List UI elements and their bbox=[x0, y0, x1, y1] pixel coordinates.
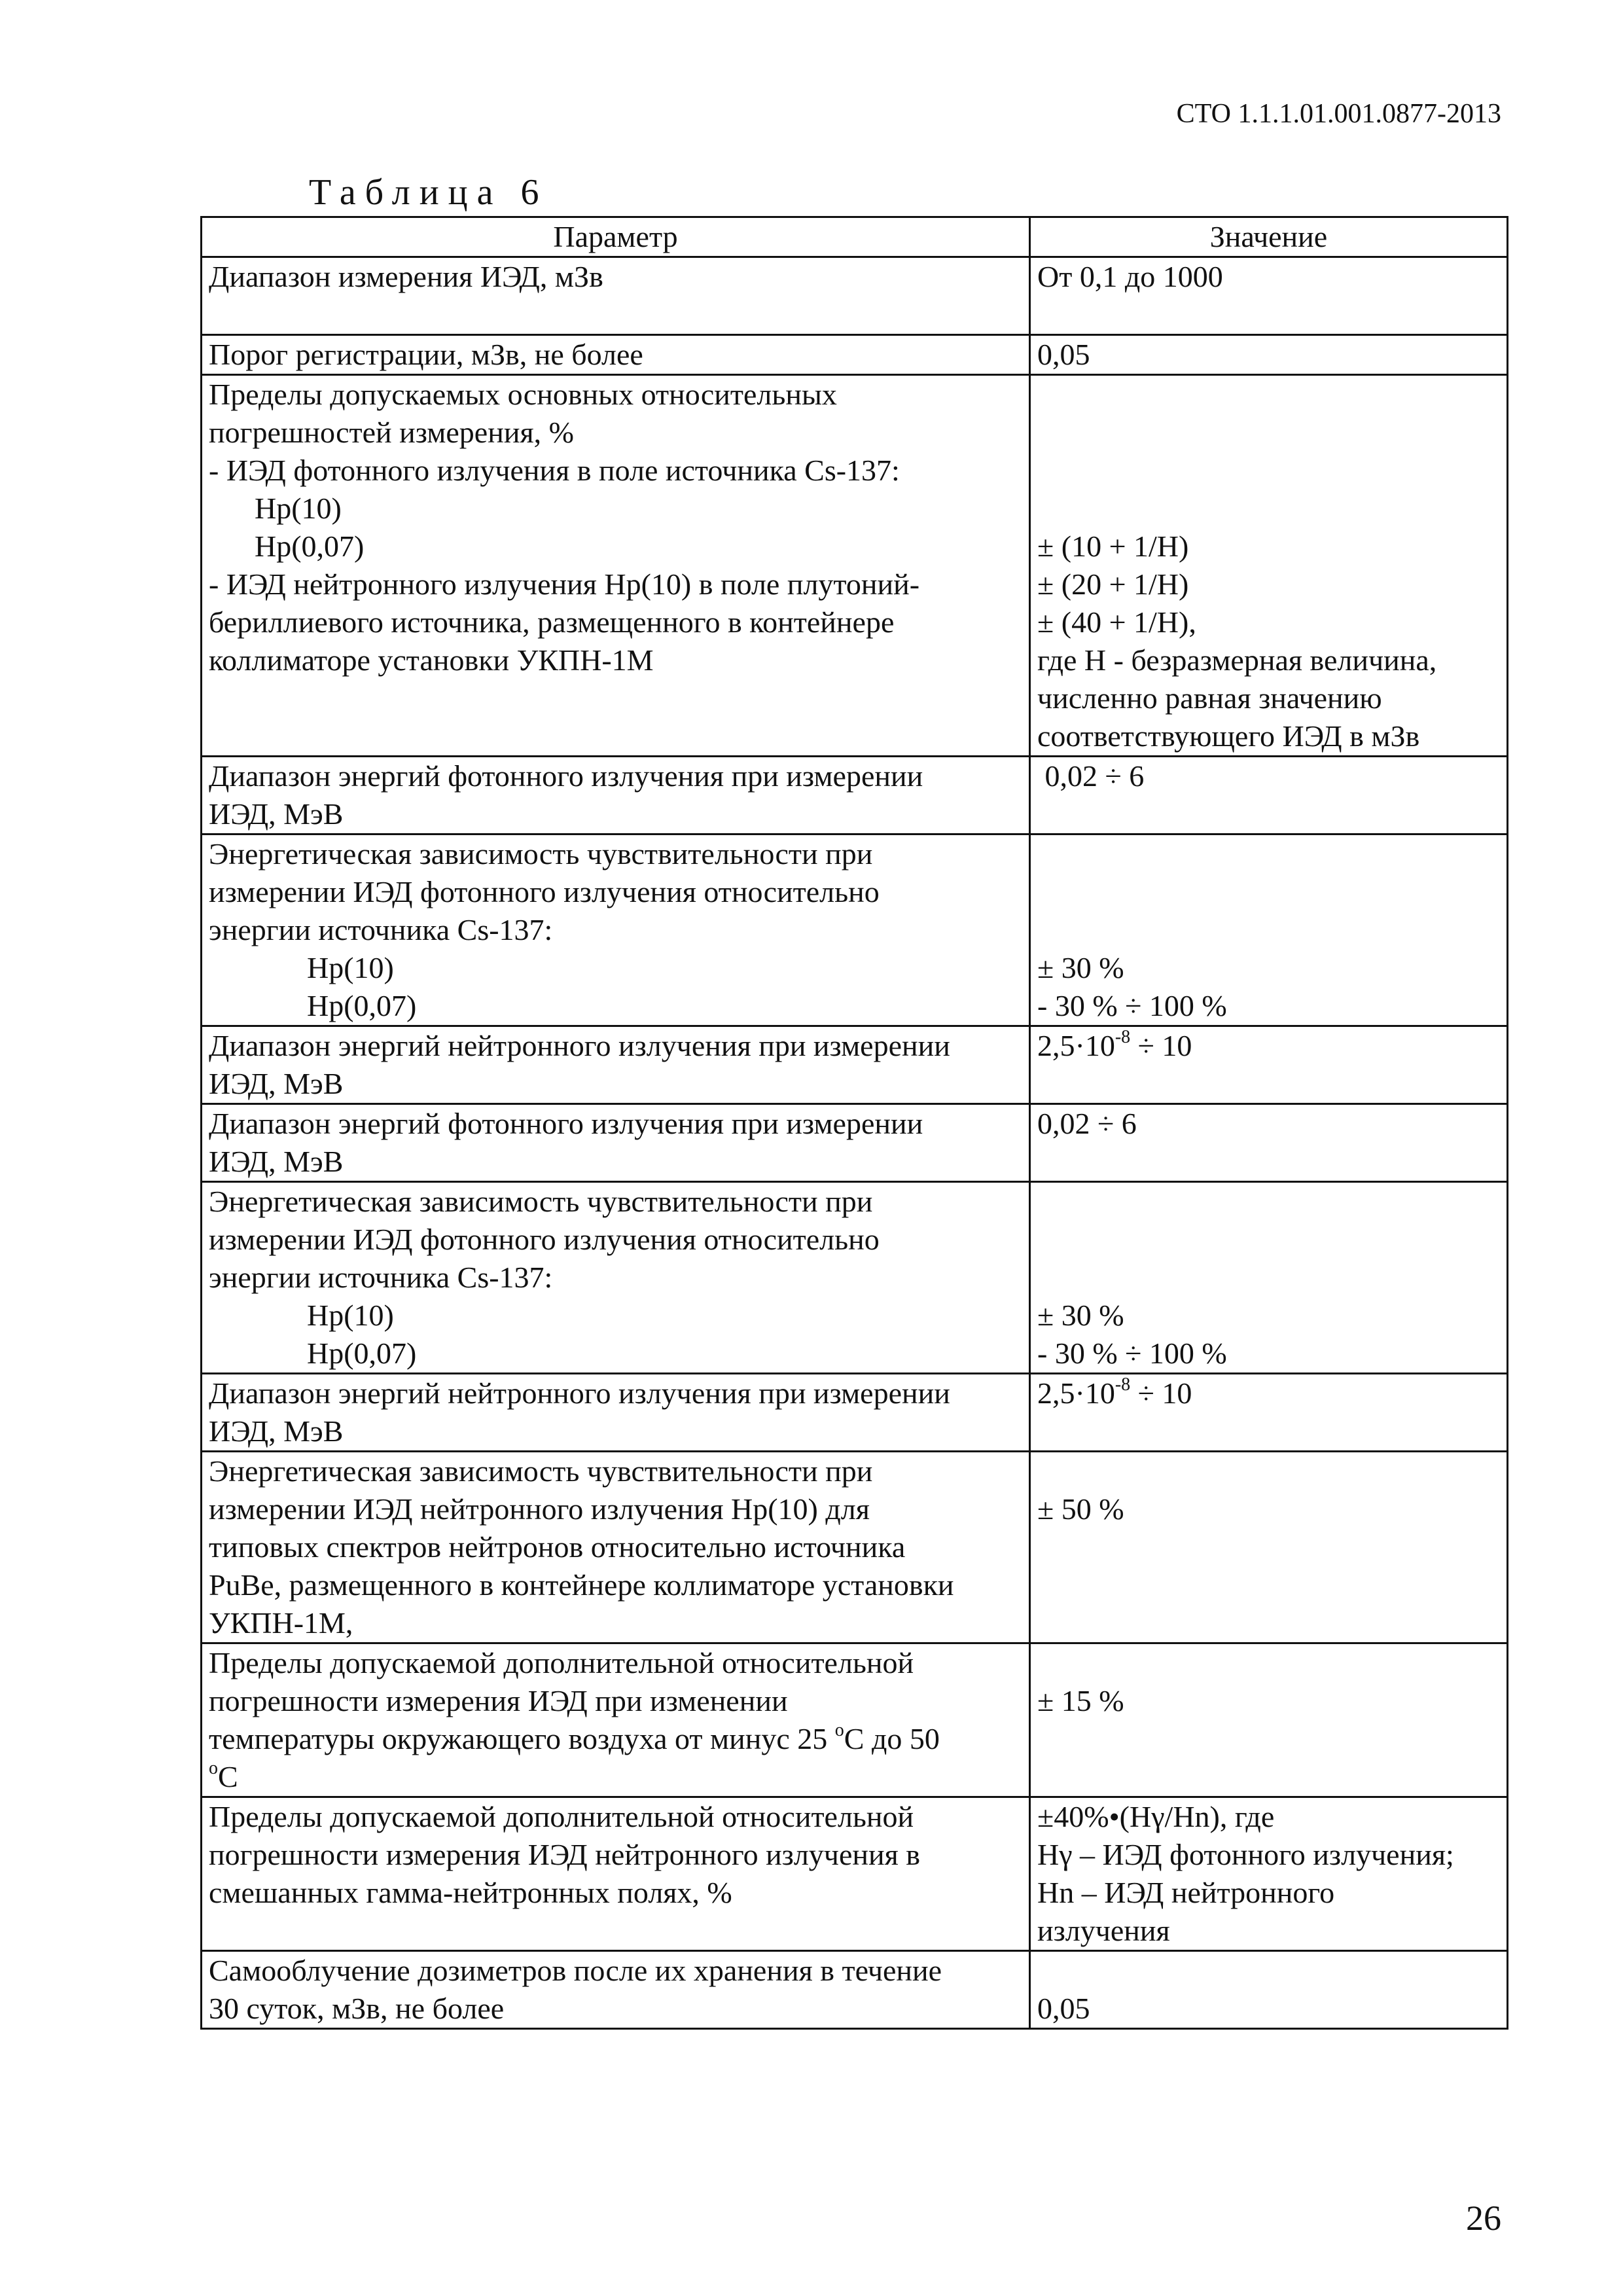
value-cell bbox=[1030, 335, 1508, 375]
table-row bbox=[202, 1182, 1508, 1374]
value-cell bbox=[1030, 1182, 1508, 1374]
parameter-cell bbox=[202, 1374, 1030, 1452]
cell-text bbox=[209, 1720, 1022, 1758]
value-cell bbox=[1030, 757, 1508, 834]
parameter-cell bbox=[202, 757, 1030, 834]
cell-text: PuBe, размещенного в контейнере коллиматоре установки bbox=[209, 1568, 954, 1602]
value-cell bbox=[1030, 1104, 1508, 1182]
cell-text: Hp(10) bbox=[307, 951, 394, 984]
parameter-cell bbox=[202, 834, 1030, 1026]
cell-text: Диапазон энергий фотонного излучения при измерении bbox=[209, 1107, 923, 1140]
value-cell bbox=[1030, 1026, 1508, 1104]
cell-text: Порог регистрации, мЗв, не более bbox=[209, 338, 643, 371]
cell-text: УКПН-1М, bbox=[209, 1606, 353, 1640]
cell-text: ± 30 % bbox=[1037, 1299, 1124, 1332]
table-row bbox=[202, 757, 1508, 834]
cell-text: погрешности измерения ИЭД при изменении bbox=[209, 1684, 788, 1717]
value-cell bbox=[1030, 375, 1508, 757]
cell-text: Пределы допускаемой дополнительной относительной bbox=[209, 1800, 914, 1833]
value-cell bbox=[1030, 1452, 1508, 1643]
cell-text: Диапазон энергий нейтронного излучения при измерении bbox=[209, 1376, 950, 1410]
cell-text: типовых спектров нейтронов относительно источника bbox=[209, 1530, 906, 1564]
value-tail: ÷ 10 bbox=[1130, 1376, 1192, 1410]
cell-text: - ИЭД фотонного излучения в поле источника Cs-137: bbox=[209, 454, 900, 487]
cell-text: соответствующего ИЭД в мЗв bbox=[1037, 719, 1420, 753]
cell-text: Hγ – ИЭД фотонного излучения; bbox=[1037, 1838, 1454, 1871]
parameter-cell bbox=[202, 1951, 1030, 2029]
cell-text: излучения bbox=[1037, 1914, 1170, 1947]
cell-text: коллиматоре установки УКПН-1М bbox=[209, 643, 654, 677]
table-row bbox=[202, 375, 1508, 757]
cell-text: энергии источника Cs-137: bbox=[209, 1261, 553, 1294]
cell-text: измерении ИЭД фотонного излучения относительно bbox=[209, 875, 880, 908]
cell-text: ИЭД, МэВ bbox=[209, 1067, 344, 1100]
cell-text: ± 15 % bbox=[1037, 1684, 1124, 1717]
cell-text: 0,02 ÷ 6 bbox=[1037, 1107, 1137, 1140]
column-header-parameter: Параметр bbox=[202, 217, 1030, 257]
value-tail: ÷ 10 bbox=[1130, 1029, 1192, 1062]
cell-text: ± 50 % bbox=[1037, 1492, 1124, 1526]
cell-text bbox=[209, 1758, 1022, 1796]
cell-text: энергии источника Cs-137: bbox=[209, 913, 553, 946]
value-base: 2,5·10 bbox=[1037, 1376, 1115, 1410]
parameters-table bbox=[200, 216, 1508, 2030]
cell-text: ± (20 + 1/H) bbox=[1037, 567, 1189, 601]
cell-text: Hp(0,07) bbox=[307, 989, 417, 1022]
cell-text: ± (40 + 1/H), bbox=[1037, 605, 1196, 639]
temp-unit: С bbox=[218, 1760, 238, 1793]
table-row bbox=[202, 1643, 1508, 1797]
parameter-cell bbox=[202, 335, 1030, 375]
cell-text: Энергетическая зависимость чувствительности при bbox=[209, 837, 873, 870]
cell-text: Пределы допускаемых основных относительных bbox=[209, 378, 837, 411]
value-base: 2,5·10 bbox=[1037, 1029, 1115, 1062]
cell-text: 30 суток, мЗв, не более bbox=[209, 1992, 505, 2025]
cell-text: ± (10 + 1/H) bbox=[1037, 529, 1189, 563]
value-cell bbox=[1030, 834, 1508, 1026]
cell-text: Hp(0,07) bbox=[307, 1336, 417, 1370]
table-header-row bbox=[202, 217, 1508, 257]
cell-text: 0,02 ÷ 6 bbox=[1037, 759, 1145, 793]
cell-text: ±40%•(Hγ/Hn), где bbox=[1037, 1800, 1275, 1833]
cell-text: 0,05 bbox=[1037, 1992, 1090, 2025]
cell-text: Пределы допускаемой дополнительной относительной bbox=[209, 1646, 914, 1679]
cell-text: погрешностей измерения, % bbox=[209, 416, 574, 449]
value-cell bbox=[1030, 1797, 1508, 1951]
parameter-cell bbox=[202, 1452, 1030, 1643]
cell-text: Диапазон энергий фотонного излучения при измерении bbox=[209, 759, 923, 793]
value-cell bbox=[1030, 257, 1508, 335]
cell-text: 0,05 bbox=[1037, 338, 1090, 371]
table-row bbox=[202, 1104, 1508, 1182]
cell-text: Энергетическая зависимость чувствительности при bbox=[209, 1185, 873, 1218]
parameter-cell bbox=[202, 1104, 1030, 1182]
cell-text: смешанных гамма-нейтронных полях, % bbox=[209, 1876, 732, 1909]
parameter-cell bbox=[202, 1182, 1030, 1374]
parameter-cell bbox=[202, 1026, 1030, 1104]
temp-text: С до 50 bbox=[844, 1722, 940, 1755]
value-exponent: -8 bbox=[1115, 1026, 1131, 1047]
cell-text: Диапазон энергий нейтронного излучения при измерении bbox=[209, 1029, 950, 1062]
cell-text bbox=[1037, 1374, 1500, 1412]
table-row bbox=[202, 1026, 1508, 1104]
cell-text: бериллиевого источника, размещенного в контейнере bbox=[209, 605, 895, 639]
value-cell bbox=[1030, 1951, 1508, 2029]
cell-text: Энергетическая зависимость чувствительности при bbox=[209, 1454, 873, 1488]
cell-text: измерении ИЭД нейтронного излучения Hp(10) для bbox=[209, 1492, 870, 1526]
cell-text: ИЭД, МэВ bbox=[209, 1414, 344, 1448]
cell-text: Hp(10) bbox=[255, 492, 342, 525]
cell-text: ИЭД, МэВ bbox=[209, 1145, 344, 1178]
table-caption: Таблица 6 bbox=[309, 172, 548, 213]
table-row bbox=[202, 1951, 1508, 2029]
cell-text: Hp(0,07) bbox=[255, 529, 365, 563]
cell-text: Самооблучение дозиметров после их хранения в течение bbox=[209, 1954, 942, 1987]
value-cell bbox=[1030, 1374, 1508, 1452]
cell-text: - 30 % ÷ 100 % bbox=[1037, 1336, 1227, 1370]
cell-text: Диапазон измерения ИЭД, мЗв bbox=[209, 260, 603, 293]
temp-text: температуры окружающего воздуха от минус 25 bbox=[209, 1722, 835, 1755]
table-row bbox=[202, 1452, 1508, 1643]
cell-text bbox=[1037, 1027, 1500, 1065]
value-cell bbox=[1030, 1643, 1508, 1797]
cell-text: ± 30 % bbox=[1037, 951, 1124, 984]
value-exponent: -8 bbox=[1115, 1374, 1131, 1395]
cell-text: ИЭД, МэВ bbox=[209, 797, 344, 831]
table-row bbox=[202, 1374, 1508, 1452]
cell-text: измерении ИЭД фотонного излучения относительно bbox=[209, 1223, 880, 1256]
column-header-value: Значение bbox=[1030, 217, 1508, 257]
table-row bbox=[202, 1797, 1508, 1951]
cell-text: От 0,1 до 1000 bbox=[1037, 260, 1223, 293]
table-row bbox=[202, 257, 1508, 335]
cell-text: численно равная значению bbox=[1037, 681, 1382, 715]
page-number: 26 bbox=[1466, 2198, 1501, 2238]
table-row bbox=[202, 335, 1508, 375]
table-row bbox=[202, 834, 1508, 1026]
degree-mark: о bbox=[209, 1757, 218, 1778]
cell-text: где H - безразмерная величина, bbox=[1037, 643, 1437, 677]
cell-text: Hp(10) bbox=[307, 1299, 394, 1332]
degree-mark: о bbox=[834, 1719, 844, 1740]
document-code: СТО 1.1.1.01.001.0877-2013 bbox=[1176, 99, 1501, 129]
parameter-cell bbox=[202, 257, 1030, 335]
parameter-cell bbox=[202, 1797, 1030, 1951]
cell-text: погрешности измерения ИЭД нейтронного излучения в bbox=[209, 1838, 920, 1871]
parameter-cell bbox=[202, 1643, 1030, 1797]
parameter-cell bbox=[202, 375, 1030, 757]
cell-text: Hn – ИЭД нейтронного bbox=[1037, 1876, 1335, 1909]
cell-text: - ИЭД нейтронного излучения Hp(10) в поле плутоний- bbox=[209, 567, 920, 601]
cell-text: - 30 % ÷ 100 % bbox=[1037, 989, 1227, 1022]
